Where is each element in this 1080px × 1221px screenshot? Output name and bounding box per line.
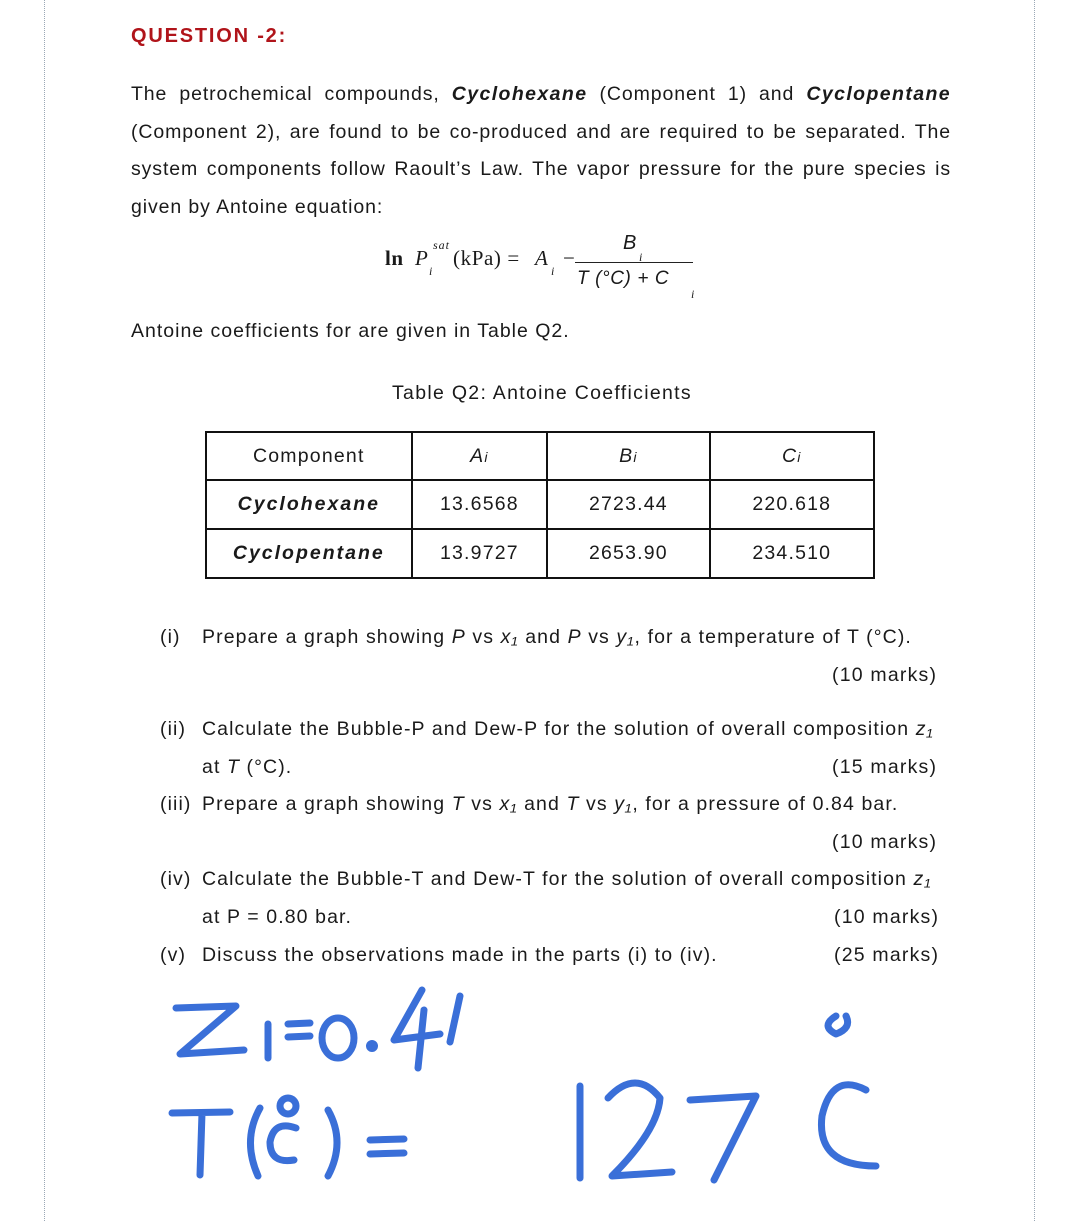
eq-B: B	[623, 232, 637, 254]
question-v: (v) Discuss the observations made in the parts (i) to (iv).	[160, 944, 718, 966]
handwritten-note	[160, 980, 900, 1195]
hw-four	[394, 990, 440, 1068]
hw-equals-2	[370, 1139, 404, 1154]
row-C: 234.510	[710, 529, 874, 578]
hw-Z	[176, 1006, 244, 1054]
row-name: Cyclohexane	[206, 480, 412, 529]
header-B: Bi	[547, 432, 709, 480]
component-2-name: Cyclopentane	[806, 83, 952, 105]
antoine-equation	[385, 232, 705, 302]
row-A: 13.6568	[412, 480, 548, 529]
eq-fraction-bar	[575, 262, 693, 263]
antoine-table	[205, 431, 875, 579]
header-A: Ai	[412, 432, 548, 480]
table-caption: Table Q2: Antoine Coefficients	[392, 382, 692, 404]
hw-degree	[280, 1098, 296, 1114]
question-iv-line2: at P = 0.80 bar.	[202, 906, 353, 928]
eq-denominator: T (°C) + C	[577, 268, 670, 289]
question-i-marks: (10 marks)	[832, 664, 938, 686]
eq-B-subscript: i	[639, 250, 643, 264]
row-B: 2653.90	[547, 529, 709, 578]
page-border-right	[1034, 0, 1035, 1221]
eq-subscript-i: i	[429, 264, 433, 278]
row-B: 2723.44	[547, 480, 709, 529]
intro-text-3: (Component 2), are found to be co-produced and are required to be separated. The system components follow Raoult’s Law. The vapor pressure for the pure species is given by Antoine equation:	[131, 120, 951, 218]
intro-paragraph	[131, 76, 951, 226]
hw-degree-2	[828, 1016, 848, 1034]
eq-pressure-symbol: P	[415, 246, 429, 270]
hw-C-2	[821, 1085, 876, 1166]
intro-text-2: (Component 1) and	[587, 83, 807, 105]
hw-one	[450, 996, 460, 1042]
question-iv-marks: (10 marks)	[834, 906, 940, 928]
eq-C-subscript: i	[691, 287, 695, 301]
question-ii-marks: (15 marks)	[832, 756, 938, 778]
eq-minus: −	[563, 246, 576, 270]
question-iii-marks: (10 marks)	[832, 831, 938, 853]
hw-C	[270, 1126, 296, 1161]
header-component: Component	[206, 432, 412, 480]
hw-equals-1	[288, 1023, 310, 1037]
table-row	[206, 529, 874, 578]
eq-sat-superscript: sat	[433, 238, 451, 252]
header-C: Ci	[710, 432, 874, 480]
hw-close-paren	[328, 1110, 337, 1176]
question-ii: (ii) Calculate the Bubble-P and Dew-P for the solution of overall composition z₁	[160, 718, 934, 740]
eq-A: A	[535, 246, 549, 270]
table-reference: Antoine coefficients for are given in Table Q2.	[131, 320, 570, 342]
eq-A-subscript: i	[551, 264, 555, 278]
table-header-row	[206, 432, 874, 480]
hw-7	[690, 1096, 756, 1180]
question-ii-line2: at T (°C).	[202, 756, 293, 778]
page-border-left	[44, 0, 45, 1221]
hw-2	[608, 1083, 672, 1176]
row-C: 220.618	[710, 480, 874, 529]
hw-dot	[370, 1044, 375, 1049]
table-row	[206, 480, 874, 529]
question-i: (i) Prepare a graph showing P vs x₁ and P vs y₁, for a temperature of T (°C).	[160, 626, 912, 648]
question-heading: QUESTION -2:	[131, 25, 288, 47]
eq-units: (kPa) =	[453, 246, 520, 270]
eq-ln: ln	[385, 246, 404, 270]
question-iv: (iv) Calculate the Bubble-T and Dew-T for the solution of overall composition z₁	[160, 868, 932, 890]
hw-zero	[322, 1018, 354, 1058]
handwriting-strokes	[172, 990, 876, 1180]
question-iii: (iii) Prepare a graph showing T vs x₁ and T vs y₁, for a pressure of 0.84 bar.	[160, 793, 899, 815]
component-1-name: Cyclohexane	[451, 83, 588, 105]
row-name: Cyclopentane	[206, 529, 412, 578]
intro-text-1: The petrochemical compounds,	[131, 83, 452, 105]
hw-T	[172, 1112, 230, 1175]
row-A: 13.9727	[412, 529, 548, 578]
hw-open-paren	[250, 1108, 260, 1176]
question-v-marks: (25 marks)	[834, 944, 940, 966]
